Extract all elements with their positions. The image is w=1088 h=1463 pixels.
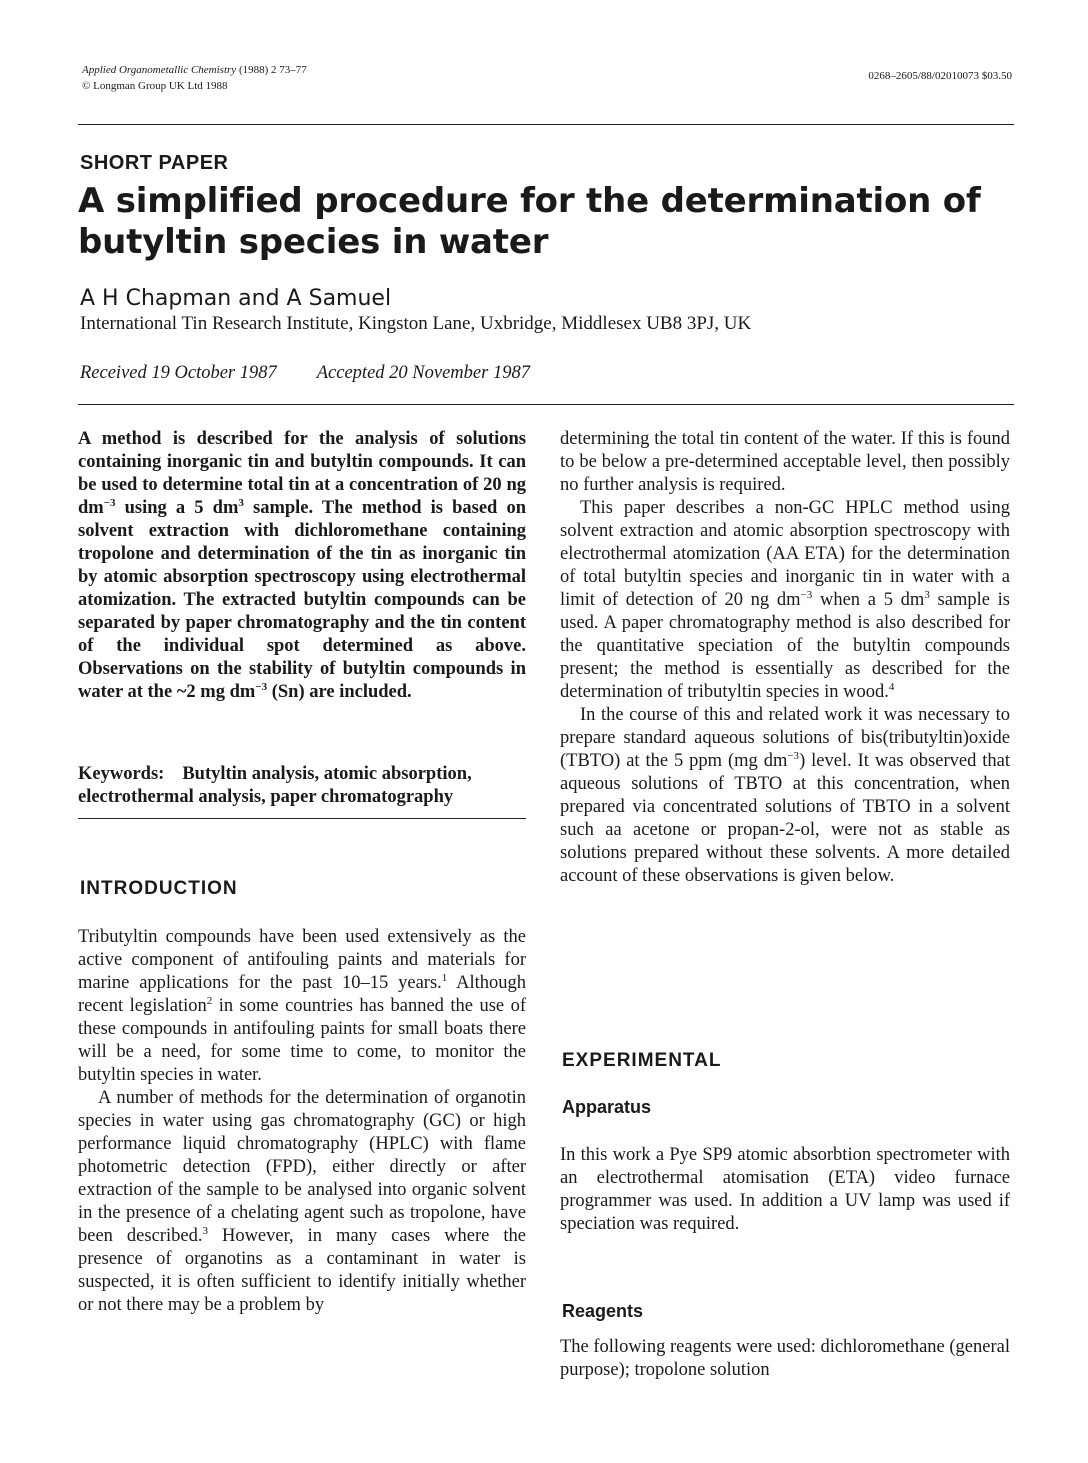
- reagents-text: The following reagents were used: dichloromethane (general purpose); tropolone solution: [560, 1337, 1010, 1380]
- author-list: A H Chapman and A Samuel: [80, 286, 392, 311]
- keywords: [78, 763, 526, 809]
- article-code: 0268–2605/88/02010073 $03.50: [868, 70, 1012, 82]
- reagents-heading: Reagents: [562, 1301, 644, 1321]
- journal-name: Applied Organometallic Chemistry: [82, 64, 237, 76]
- intro-paragraph-4: This paper describes a non-GC HPLC method using solvent extraction and atomic absorption spectroscopy with electrothermal atomization (AA ETA) for the determination of total butyltin species and inorganic tin in water with a limit of detection of 20 ng $dm^{-3}$ when a 5 $dm^3$ sample is used. A paper chromatography method is also described for the quantitative speciation of the butyltin compounds present; the method is essentially as described for the determination of tributyltin species in wood.$^4$: [560, 498, 1010, 702]
- apparatus-heading: Apparatus: [562, 1097, 652, 1117]
- apparatus-section: [560, 1144, 1010, 1236]
- title-block-rule: [78, 404, 1014, 405]
- introduction-heading: INTRODUCTION: [80, 878, 238, 899]
- header-rule: [78, 124, 1014, 125]
- intro-paragraph-2: A number of methods for the determination of organotin species in water using gas chromatography (GC) or high performance liquid chromatography (HPLC) with flame photometric detection (FPD), either directly or after extraction of the sample to be analysed into organic solvent in the presence of a chelating agent such as tropolone, have been described.$^3$ However, in many cases where the presence of organotins as a contaminant in water is suspected, it is often sufficient to identify initially whether or not there may be a problem by: [78, 1088, 526, 1315]
- introduction-right-column: [560, 428, 1010, 888]
- journal-citation: (1988) 2 73–77: [236, 64, 307, 76]
- intro-paragraph-1: Tributyltin compounds have been used extensively as the active component of antifouling paints and materials for marine applications for the past 10–15 years.$^1$ Although recent legislation$^2$ in some countries has banned the use of these compounds in antifouling paints for small boats there will be a need, for some time to come, to monitor the butyltin species in water.: [78, 927, 526, 1085]
- intro-paragraph-3: determining the total tin content of the water. If this is found to be below a pre-determined acceptable level, then possibly no further analysis is required.: [560, 429, 1010, 495]
- article-type-label: SHORT PAPER: [80, 152, 229, 174]
- abstract-rule: [78, 818, 526, 819]
- affiliation: International Tin Research Institute, Kingston Lane, Uxbridge, Middlesex UB8 3PJ, UK: [80, 313, 752, 334]
- intro-paragraph-5: In the course of this and related work it was necessary to prepare standard aqueous solutions of bis(tributyltin)oxide (TBTO) at the 5 ppm (mg $dm^{-3}$) level. It was observed that aqueous solutions of TBTO at this concentration, when prepared via concentrated solutions of TBTO in a solvent such aa acetone or propan-2-ol, were not as stable as solutions prepared without these solvents. A more detailed account of these observations is given below.: [560, 705, 1010, 886]
- article-dates: [80, 363, 530, 384]
- abstract: A method is described for the analysis of solutions containing inorganic tin and butyltin compounds. It can be used to determine total tin at a concentration of 20 ng $dm^{-3}$ using a 5 $dm^3$ sample. The method is based on solvent extraction with dichloromethane containing tropolone and determination of the tin as inorganic tin by atomic absorption spectroscopy using electrothermal atomization. The extracted butyltin compounds can be separated by paper chromatography and the tin content of the individual spot determined as above. Observations on the stability of butyltin compounds in water at the ~2 mg $dm^{-3}$ (Sn) are included.: [78, 429, 527, 702]
- experimental-heading: EXPERIMENTAL: [562, 1050, 722, 1071]
- received-date: Received 19 October 1987: [80, 363, 277, 383]
- keywords-text: Butyltin analysis, atomic absorption, electrothermal analysis, paper chromatography: [78, 764, 472, 807]
- keywords-label: Keywords:: [78, 764, 165, 784]
- accepted-date: Accepted 20 November 1987: [316, 363, 530, 383]
- introduction-left-column: [78, 926, 526, 1317]
- reagents-section: [560, 1336, 1010, 1382]
- running-header-left: [82, 62, 307, 94]
- apparatus-text: In this work a Pye SP9 atomic absorbtion spectrometer with an electrothermal atomisation (ETA) video furnace programmer was used. In addition a UV lamp was used if speciation was required.: [560, 1145, 1010, 1234]
- article-title: A simplified procedure for the determination of butyltin species in water: [78, 181, 981, 262]
- copyright-line: © Longman Group UK Ltd 1988: [82, 80, 228, 92]
